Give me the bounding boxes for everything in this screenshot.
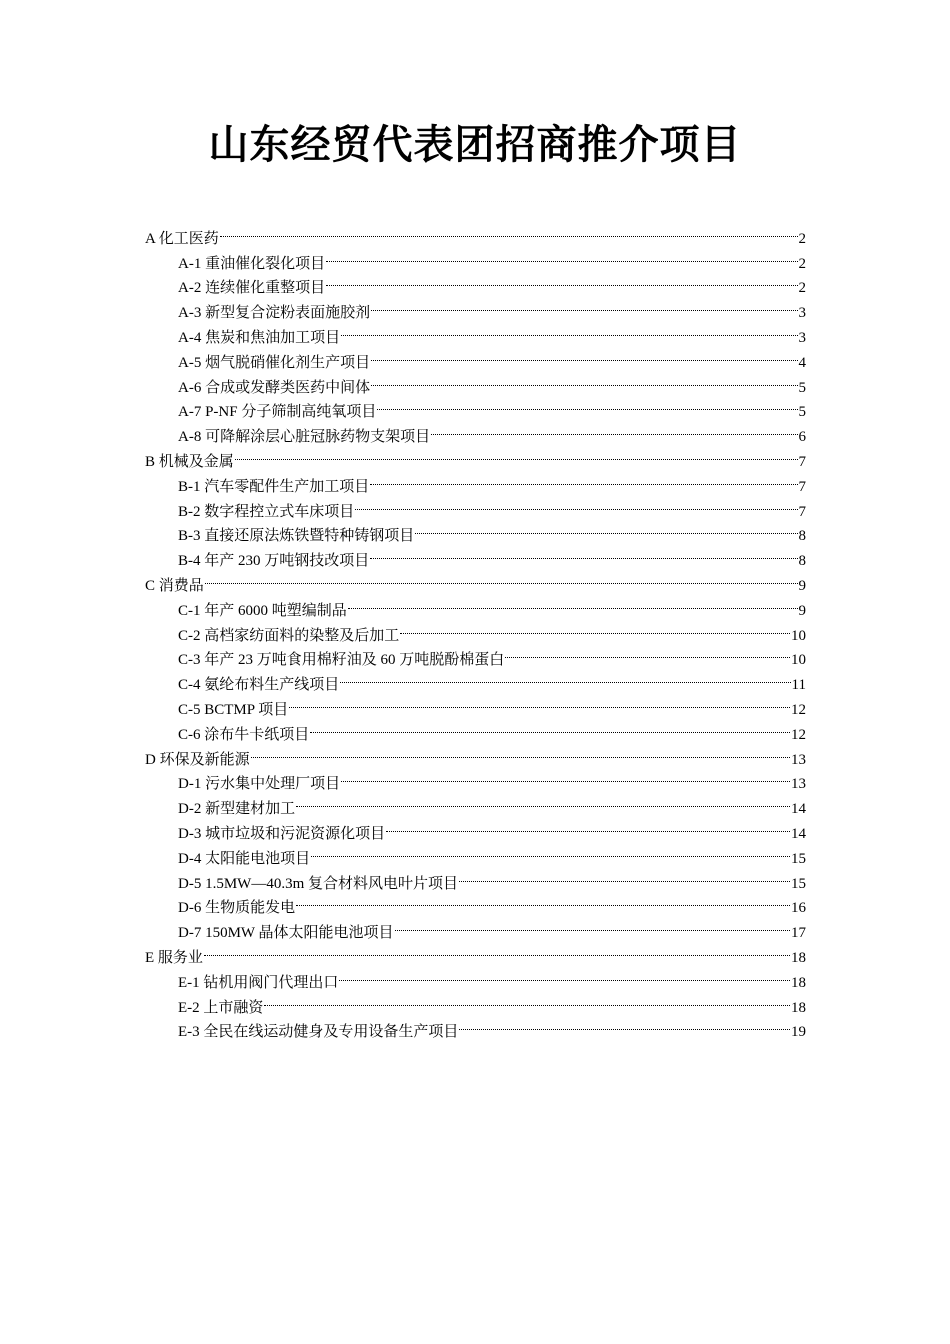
toc-section-entry[interactable] xyxy=(145,937,806,966)
toc-entry-label: B-4 年产 230 万吨钢技改项目 xyxy=(178,553,370,570)
toc-section-entry[interactable] xyxy=(145,441,806,470)
toc-dot-leader xyxy=(289,689,790,714)
toc-dot-leader xyxy=(310,714,790,739)
toc-dot-leader xyxy=(326,243,797,268)
toc-item-entry[interactable] xyxy=(145,962,806,991)
toc-dot-leader xyxy=(296,888,790,913)
toc-entry-label: E-3 全民在线运动健身及专用设备生产项目 xyxy=(178,1024,459,1041)
toc-entry-label: C-5 BCTMP 项目 xyxy=(178,701,289,718)
toc-entry-label: D-7 150MW 晶体太阳能电池项目 xyxy=(178,925,394,942)
toc-page-number: 10 xyxy=(791,627,806,644)
toc-page-number: 9 xyxy=(798,602,806,619)
toc-entry-label: C 消费品 xyxy=(145,577,204,594)
toc-entry-label: C-1 年产 6000 吨塑编制品 xyxy=(178,602,347,619)
toc-entry-label: B-2 数字程控立式车床项目 xyxy=(178,503,355,520)
toc-page-number: 19 xyxy=(791,1024,806,1041)
toc-dot-leader xyxy=(459,1012,790,1037)
toc-page-number: 3 xyxy=(798,305,806,322)
toc-entry-label: C-4 氨纶布料生产线项目 xyxy=(178,677,340,694)
toc-dot-leader xyxy=(341,764,790,789)
toc-dot-leader xyxy=(370,466,797,491)
toc-entry-label: D 环保及新能源 xyxy=(145,751,250,768)
toc-page-number: 2 xyxy=(798,230,806,247)
toc-dot-leader xyxy=(205,565,798,590)
toc-entry-label: A-7 P-NF 分子筛制高纯氧项目 xyxy=(178,404,377,421)
toc-entry-label: B-3 直接还原法炼铁暨特种铸钢项目 xyxy=(178,528,415,545)
toc-page-number: 11 xyxy=(791,677,806,694)
toc-page-number: 14 xyxy=(791,825,806,842)
toc-entry-label: A-6 合成或发酵类医药中间体 xyxy=(178,379,371,396)
toc-page-number: 8 xyxy=(798,528,806,545)
toc-entry-label: E-1 钻机用阀门代理出口 xyxy=(178,974,339,991)
toc-page-number: 12 xyxy=(791,726,806,743)
toc-dot-leader xyxy=(296,788,790,813)
toc-page-number: 5 xyxy=(798,404,806,421)
toc-page-number: 5 xyxy=(798,379,806,396)
toc-entry-label: A-5 烟气脱硝催化剂生产项目 xyxy=(178,354,371,371)
toc-entry-label: A-1 重油催化裂化项目 xyxy=(178,255,326,272)
toc-page-number: 2 xyxy=(798,255,806,272)
toc-item-entry[interactable] xyxy=(145,466,806,495)
toc-dot-leader xyxy=(459,863,790,888)
toc-page-number: 15 xyxy=(791,850,806,867)
toc-dot-leader xyxy=(505,640,790,665)
toc-dot-leader xyxy=(371,292,797,317)
toc-page-number: 8 xyxy=(798,553,806,570)
toc-dot-leader xyxy=(371,342,797,367)
toc-entry-label: C-3 年产 23 万吨食用棉籽油及 60 万吨脱酚棉蛋白 xyxy=(178,652,505,669)
toc-entry-label: D-5 1.5MW—40.3m 复合材料风电叶片项目 xyxy=(178,875,458,892)
toc-page-number: 18 xyxy=(791,974,806,991)
toc-page-number: 18 xyxy=(791,999,806,1016)
toc-dot-leader xyxy=(220,218,798,243)
toc-entry-label: D-4 太阳能电池项目 xyxy=(178,850,311,867)
toc-page-number: 16 xyxy=(791,900,806,917)
toc-item-entry[interactable] xyxy=(145,590,806,619)
toc-page-number: 14 xyxy=(791,801,806,818)
toc-dot-leader xyxy=(340,664,790,689)
toc-dot-leader xyxy=(386,813,790,838)
toc-page-number: 3 xyxy=(798,329,806,346)
toc-dot-leader xyxy=(371,367,797,392)
toc-dot-leader xyxy=(370,540,797,565)
toc-entry-label: C-2 高档家纺面料的染整及后加工 xyxy=(178,627,400,644)
toc-entry-label: A-8 可降解涂层心脏冠脉药物支架项目 xyxy=(178,429,431,446)
toc-page-number: 18 xyxy=(791,949,806,966)
toc-dot-leader xyxy=(355,491,797,516)
toc-dot-leader xyxy=(264,987,790,1012)
toc-page-number: 13 xyxy=(791,751,806,768)
toc-entry-label: D-6 生物质能发电 xyxy=(178,900,296,917)
toc-dot-leader xyxy=(341,317,797,342)
toc-section-entry[interactable] xyxy=(145,565,806,594)
toc-page-number: 7 xyxy=(798,453,806,470)
toc-page-number: 10 xyxy=(791,652,806,669)
toc-dot-leader xyxy=(339,962,790,987)
toc-dot-leader xyxy=(326,268,797,293)
toc-page-number: 15 xyxy=(791,875,806,892)
toc-entry-label: D-3 城市垃圾和污泥资源化项目 xyxy=(178,825,386,842)
toc-page-number: 2 xyxy=(798,280,806,297)
toc-page-number: 7 xyxy=(798,478,806,495)
toc-entry-label: A-3 新型复合淀粉表面施胶剂 xyxy=(178,305,371,322)
toc-dot-leader xyxy=(415,516,797,541)
toc-dot-leader xyxy=(204,937,790,962)
toc-page-number: 6 xyxy=(798,429,806,446)
toc-entry-label: D-1 污水集中处理厂项目 xyxy=(178,776,341,793)
toc-entry-label: E-2 上市融资 xyxy=(178,999,264,1016)
toc-entry-label: B-1 汽车零配件生产加工项目 xyxy=(178,478,370,495)
toc-dot-leader xyxy=(311,838,790,863)
toc-entry-label: E 服务业 xyxy=(145,949,203,966)
toc-entry-label: A-4 焦炭和焦油加工项目 xyxy=(178,329,341,346)
toc-entry-label: D-2 新型建材加工 xyxy=(178,801,296,818)
toc-dot-leader xyxy=(235,441,798,466)
toc-dot-leader xyxy=(431,416,797,441)
toc-page-number: 17 xyxy=(791,925,806,942)
toc-item-entry[interactable] xyxy=(145,243,806,272)
toc-dot-leader xyxy=(251,739,790,764)
toc-dot-leader xyxy=(348,590,798,615)
toc-entry-label: C-6 涂布牛卡纸项目 xyxy=(178,726,310,743)
toc-entry-label: B 机械及金属 xyxy=(145,453,234,470)
toc-section-entry[interactable] xyxy=(145,218,806,247)
toc-entry-label: A-2 连续催化重整项目 xyxy=(178,280,326,297)
toc-dot-leader xyxy=(395,912,790,937)
toc-page-number: 4 xyxy=(798,354,806,371)
toc-entry-label: A 化工医药 xyxy=(145,230,219,247)
toc-page-number: 9 xyxy=(798,577,806,594)
toc-page-number: 13 xyxy=(791,776,806,793)
toc-page-number: 12 xyxy=(791,701,806,718)
toc-dot-leader xyxy=(377,392,797,417)
toc-dot-leader xyxy=(400,615,790,640)
toc-page-number: 7 xyxy=(798,503,806,520)
document-title: 山东经贸代表团招商推介项目 xyxy=(208,121,742,168)
table-of-contents xyxy=(145,218,806,1041)
